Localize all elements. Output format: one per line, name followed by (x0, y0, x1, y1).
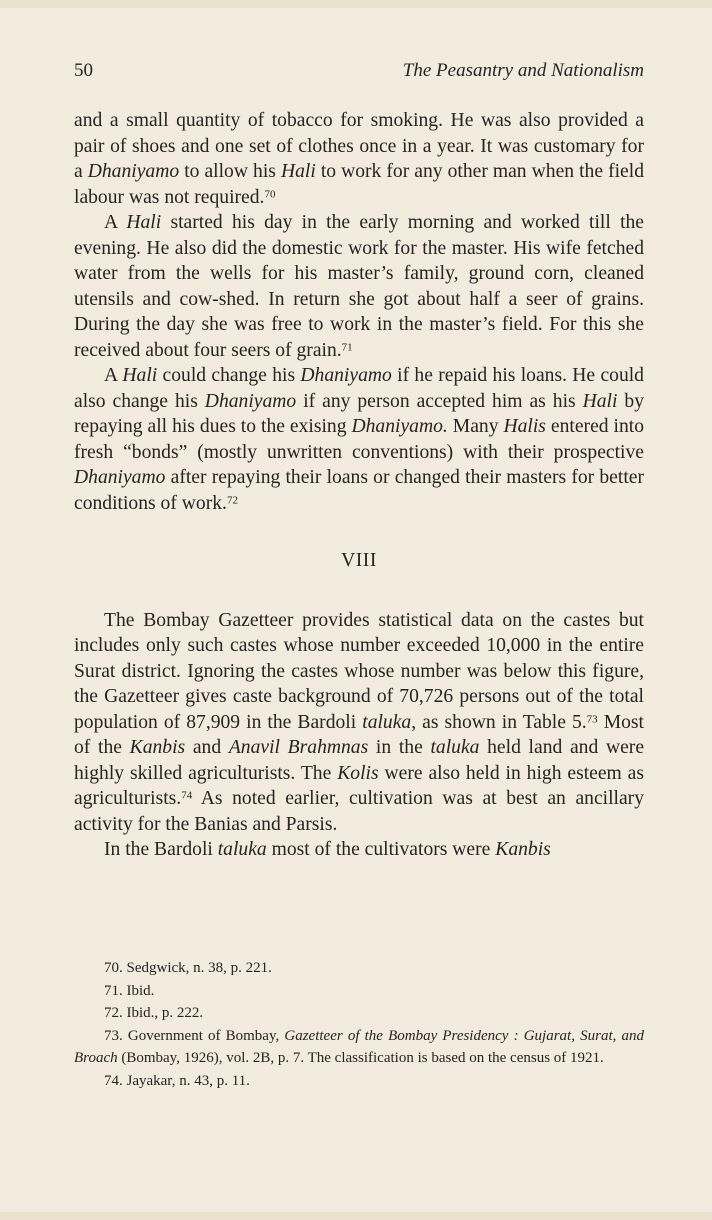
text-run: 73. Government of Bombay, (104, 1027, 285, 1044)
text-run: to work for any other man when the field labour was not required. (74, 161, 644, 208)
footnote-72: 72. Ibid., p. 222. (104, 1005, 204, 1021)
footnote-73 (74, 1025, 644, 1070)
body-text (74, 108, 644, 863)
page-top-edge (0, 0, 712, 8)
term-kanbis: Kanbis (495, 839, 551, 860)
text-run: started his day in the early morning and worked till the evening. He also did the domestic work for the master. His wife fetched water from the wells for his master’s family, ground corn, cleaned utensils and cow-shed. In return she got about half a seer of grains. During the day she was free to work in the master’s field. For this she received about four seers of grain. (74, 212, 645, 361)
paragraph-5 (74, 837, 644, 863)
text-run: most of the cultivators were (266, 839, 496, 860)
text-run: As noted earlier, cultivation was at best an ancillary activity for the Banias and Parsis. (74, 788, 644, 835)
footnote-70: 70. Sedgwick, n. 38, p. 221. (104, 960, 272, 976)
footnote-ref-70: 70 (264, 188, 276, 200)
text-run: and a small quantity of tobacco for smoking. He was also provided a pair of shoes and one set of clothes once in a year. It was customary for a (74, 110, 644, 182)
page-bottom-edge (0, 1212, 712, 1220)
text-run: by repaying all his dues to the exising (74, 390, 645, 437)
footnote-ref-74: 74 (181, 789, 193, 802)
footnote-ref-71: 71 (341, 341, 353, 353)
cited-title: Gazetteer of the Bombay Presidency : Gujarat, Surat, and Broach (74, 1027, 644, 1066)
text-run: if any person accepted him as his (296, 390, 583, 412)
text-run: In the Bardoli (104, 839, 218, 860)
term-hali: Hali (122, 365, 158, 386)
footnotes (74, 957, 644, 1092)
term-kanbis: Kanbis (129, 737, 186, 758)
text-run: Many (447, 416, 504, 437)
paragraph-4 (74, 608, 644, 838)
text-run: The Bombay Gazetteer provides statistical data on the castes but includes only such castes whose number exceeded 10,000 in the entire Surat district. Ignoring the castes whose number was below this figure, the Gazetteer gives caste background of 70,726 persons out of the total population of 87,909 in the Bardoli (74, 609, 644, 733)
text-run: A (104, 365, 123, 386)
paragraph-2 (74, 210, 644, 363)
text-run: , as shown in Table 5. (411, 711, 587, 733)
text-run: in the (368, 737, 431, 758)
text-run: after repaying their loans or changed their masters for better conditions of work. (74, 467, 644, 514)
term-taluka: taluka (362, 711, 412, 733)
term-hali: Hali (582, 390, 618, 412)
term-taluka: taluka (217, 839, 267, 860)
term-anavil-brahmnas: Anavil Brahmnas (228, 737, 369, 758)
text-run: Most of the (74, 711, 645, 758)
page-header (74, 60, 644, 90)
text-run: entered into fresh “bonds” (mostly unwritten conventions) with their prospective (74, 416, 645, 463)
text-run: and (185, 737, 229, 758)
term-dhaniyamo: Dhaniyamo (300, 365, 392, 386)
paragraph-3 (74, 363, 644, 516)
text-run: could change his (157, 365, 301, 386)
paragraph-1 (74, 108, 644, 210)
text-run: held land and were highly skilled agriculturists. The (74, 737, 645, 784)
term-dhaniyamo: Dhaniyamo (87, 161, 180, 182)
footnote-ref-72: 72 (226, 494, 238, 506)
term-dhaniyamo: Dhaniyamo. (351, 416, 448, 437)
footnote-71: 71. Ibid. (104, 982, 155, 999)
section-heading: VIII (341, 550, 377, 571)
footnote-ref-73: 73 (586, 713, 598, 725)
text-run: were also held in high esteem as agriculturists. (74, 762, 644, 809)
term-dhaniyamo: Dhaniyamo (204, 390, 297, 412)
term-kolis: Kolis (337, 762, 379, 784)
text-run: (Bombay, 1926), vol. 2B, p. 7. The classification is based on the census of 1921. (117, 1050, 604, 1066)
term-halis: Halis (503, 416, 546, 437)
text-run: if he repaid his loans. He could also change his (74, 365, 644, 412)
page-number: 50 (74, 60, 93, 81)
running-head: The Peasantry and Nationalism (402, 60, 644, 81)
term-hali: Hali (126, 212, 162, 233)
term-dhaniyamo: Dhaniyamo (74, 467, 166, 488)
footnote-74: 74. Jayakar, n. 43, p. 11. (104, 1072, 250, 1089)
text-run: A (104, 212, 127, 233)
term-hali: Hali (280, 161, 316, 182)
term-taluka: taluka (430, 737, 480, 758)
text-run: to allow his (179, 161, 281, 182)
